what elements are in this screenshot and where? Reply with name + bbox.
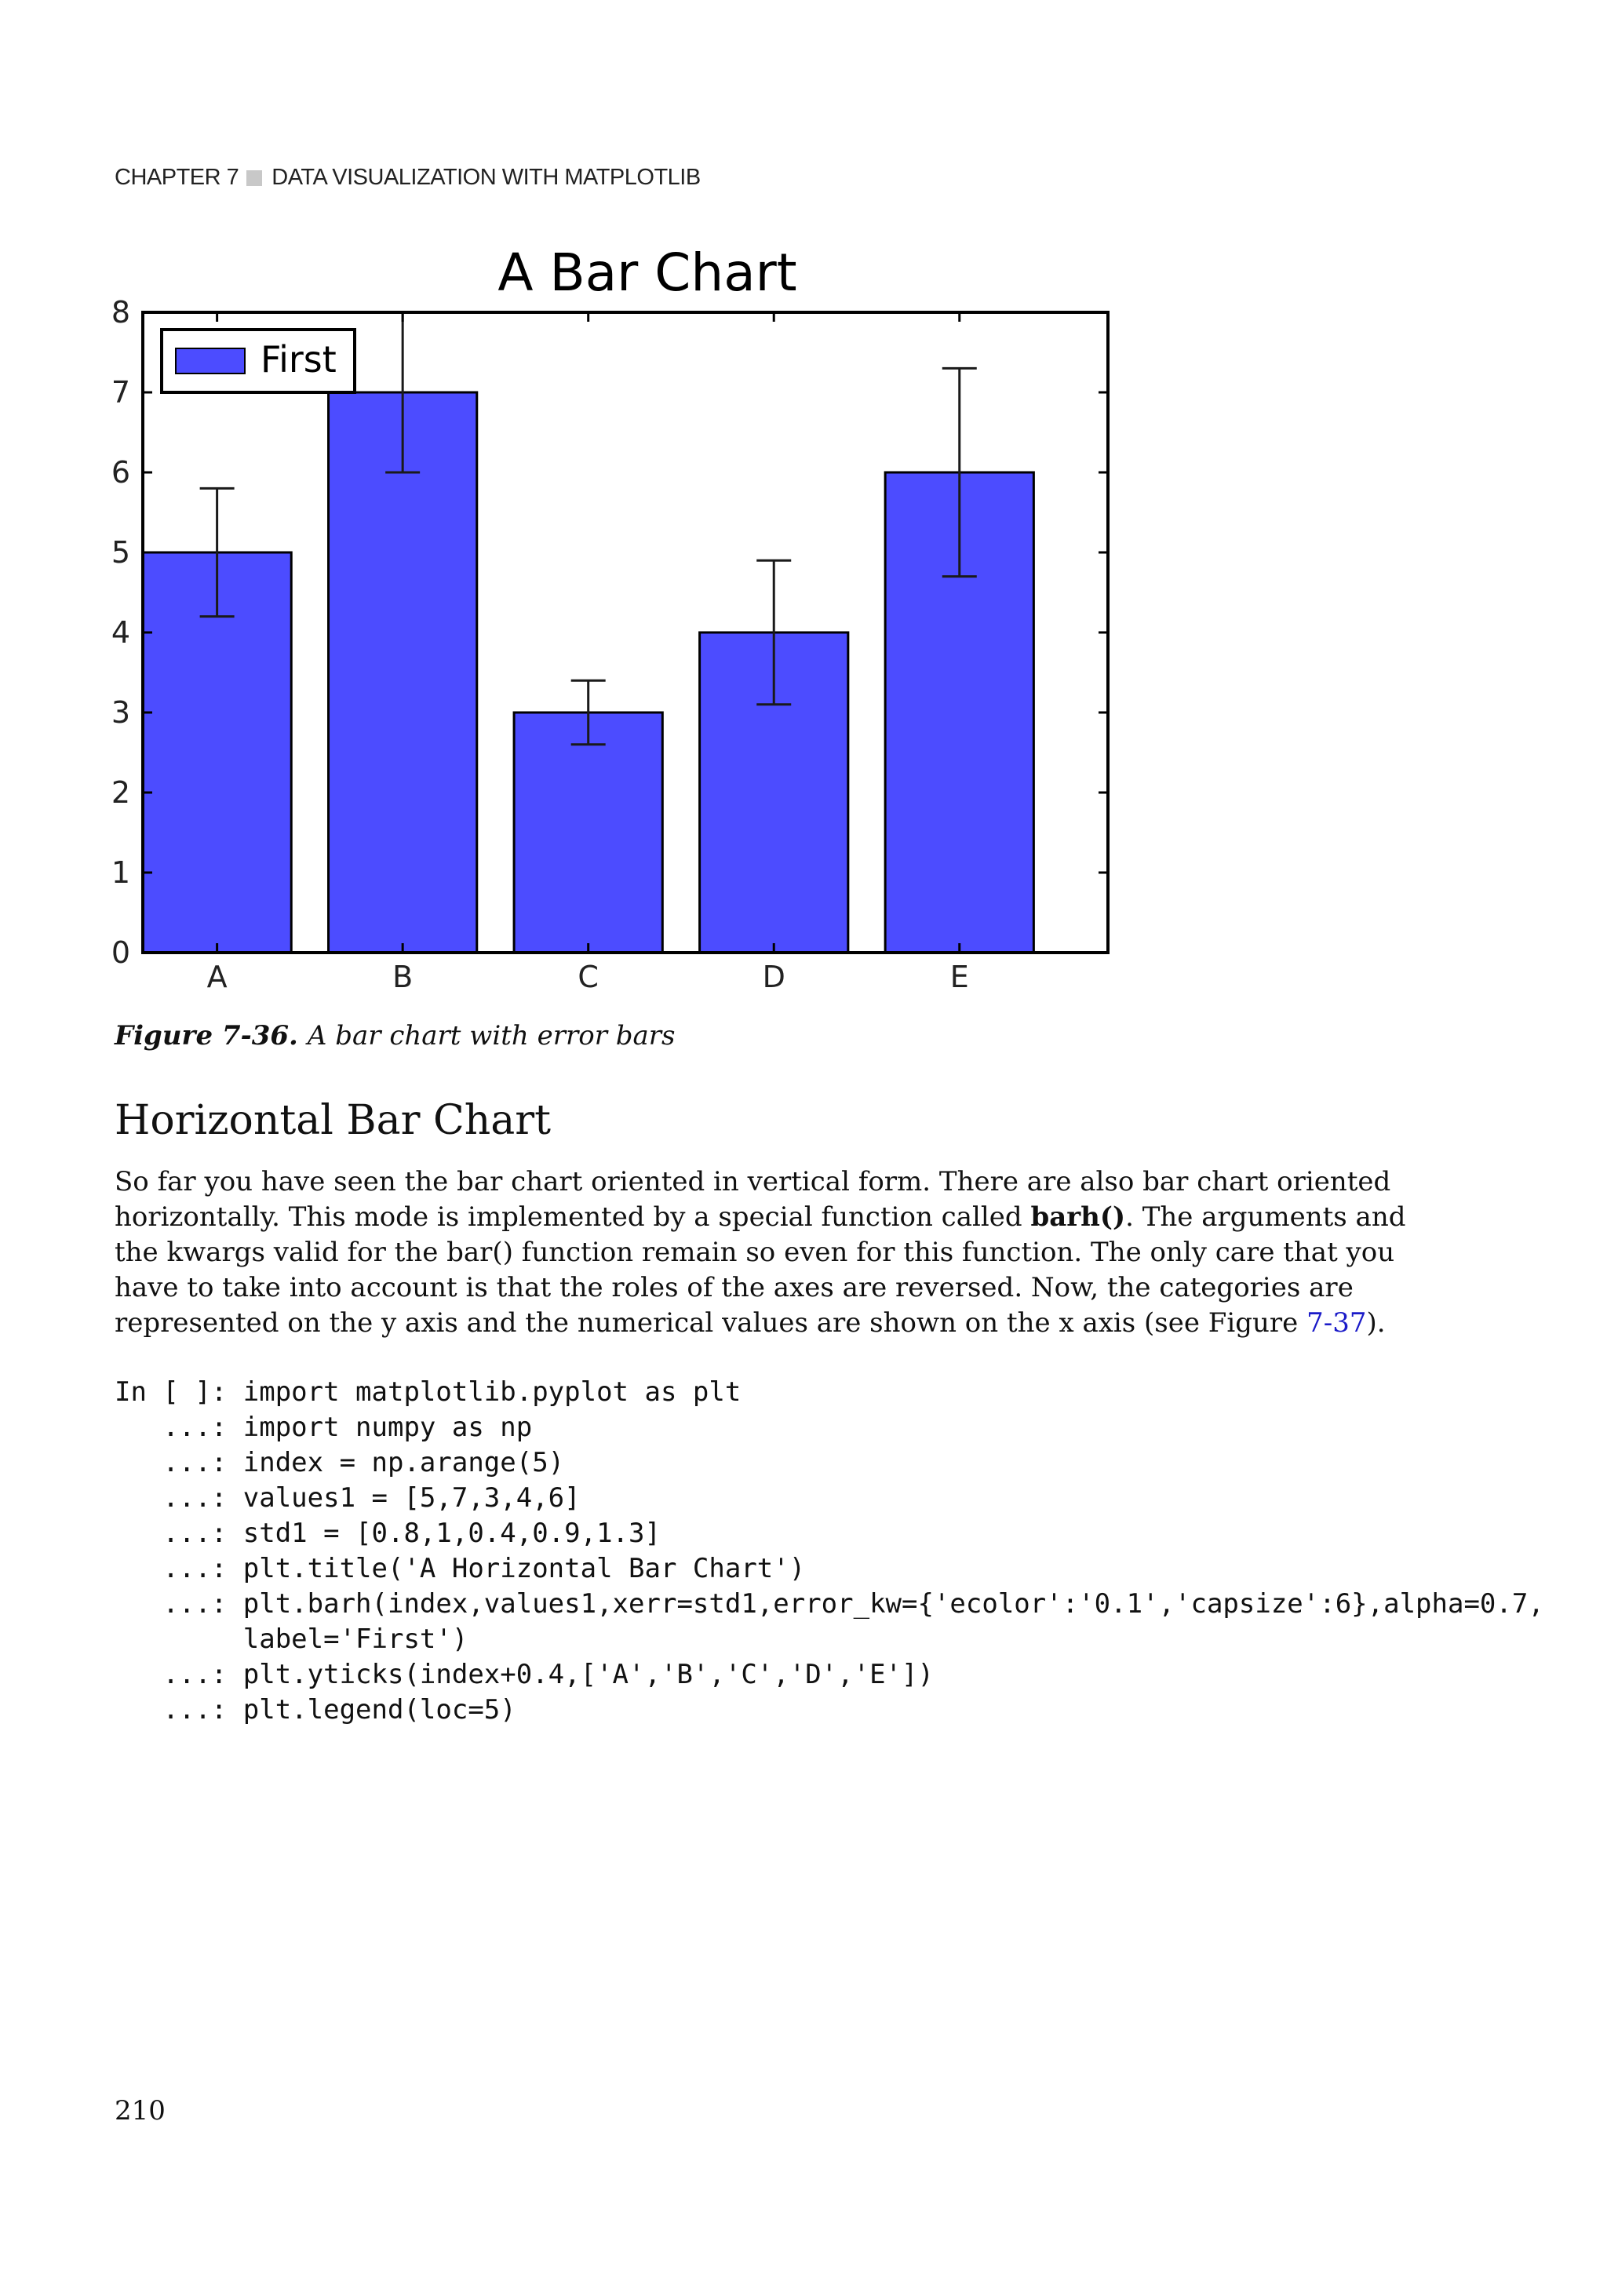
code-line: ...: index = np.arange(5)	[162, 1447, 565, 1478]
bar-C	[514, 712, 662, 953]
paragraph-part3: ).	[1366, 1307, 1386, 1339]
code-line: label='First')	[242, 1624, 468, 1655]
legend-label: First	[261, 338, 337, 381]
code-line: ...: plt.yticks(index+0.4,['A','B','C','D','E'])	[162, 1659, 934, 1690]
figure-reference-link[interactable]: 7-37	[1306, 1307, 1367, 1339]
x-tick-label: B	[392, 960, 414, 994]
y-tick-label: 2	[111, 775, 130, 810]
code-line: ...: plt.barh(index,values1,xerr=std1,error_kw={'ecolor':'0.1','capsize':6},alpha=0.7,	[162, 1588, 1544, 1620]
figure-caption-label: Figure 7-36.	[115, 1020, 298, 1051]
y-tick-label: 5	[111, 535, 130, 570]
code-line: ...: std1 = [0.8,1,0.4,0.9,1.3]	[162, 1518, 661, 1549]
y-tick-label: 7	[111, 375, 130, 410]
code-line: ...: plt.title('A Horizontal Bar Chart')	[162, 1553, 806, 1584]
running-head-separator-icon	[246, 170, 262, 186]
x-tick-label: A	[206, 960, 228, 994]
paragraph-part1: So far you have seen the bar chart oriented in vertical form. There are also bar chart oriented horizontally. This mode is implemented by a special function called	[115, 1166, 1391, 1233]
running-head	[115, 165, 701, 191]
running-head-title: DATA VISUALIZATION WITH MATPLOTLIB	[271, 165, 701, 190]
y-tick-label: 0	[111, 935, 130, 970]
legend-swatch	[176, 348, 245, 374]
paragraph-part2: . The arguments and the kwargs valid for the bar() function remain so even for this function. The only care that you have to take into account is that the roles of the axes are reversed. Now, the categories are represented on the y axis and the numerical values are shown on the x axis (see Figure	[115, 1201, 1406, 1339]
running-head-chapter: CHAPTER 7	[115, 165, 239, 190]
bar-chart	[110, 250, 1114, 1003]
figure-caption-text: A bar chart with error bars	[307, 1020, 676, 1051]
y-tick-label: 3	[111, 695, 130, 730]
y-tick-label: 4	[111, 615, 130, 650]
x-tick-label: E	[949, 960, 969, 994]
figure-caption	[115, 1020, 676, 1051]
y-tick-label: 8	[111, 295, 130, 330]
x-tick-label: D	[762, 960, 785, 994]
paragraph-function-name: barh()	[1030, 1201, 1126, 1233]
legend	[162, 330, 355, 392]
code-line: ...: plt.legend(loc=5)	[115, 1694, 516, 1726]
y-tick-label: 6	[111, 455, 130, 490]
section-heading: Horizontal Bar Chart	[115, 1097, 552, 1144]
x-tick-label: C	[578, 960, 599, 994]
chart-title: A Bar Chart	[497, 250, 797, 303]
code-block	[115, 1375, 1544, 1728]
page-number: 210	[115, 2095, 166, 2127]
y-tick-label: 1	[111, 855, 130, 890]
bar-B	[329, 392, 477, 953]
code-line: In [ ]: import matplotlib.pyplot as plt	[115, 1376, 742, 1408]
body-paragraph	[115, 1164, 1448, 1341]
code-line: ...: values1 = [5,7,3,4,6]	[162, 1482, 581, 1514]
code-line: ...: import numpy as np	[162, 1412, 533, 1443]
